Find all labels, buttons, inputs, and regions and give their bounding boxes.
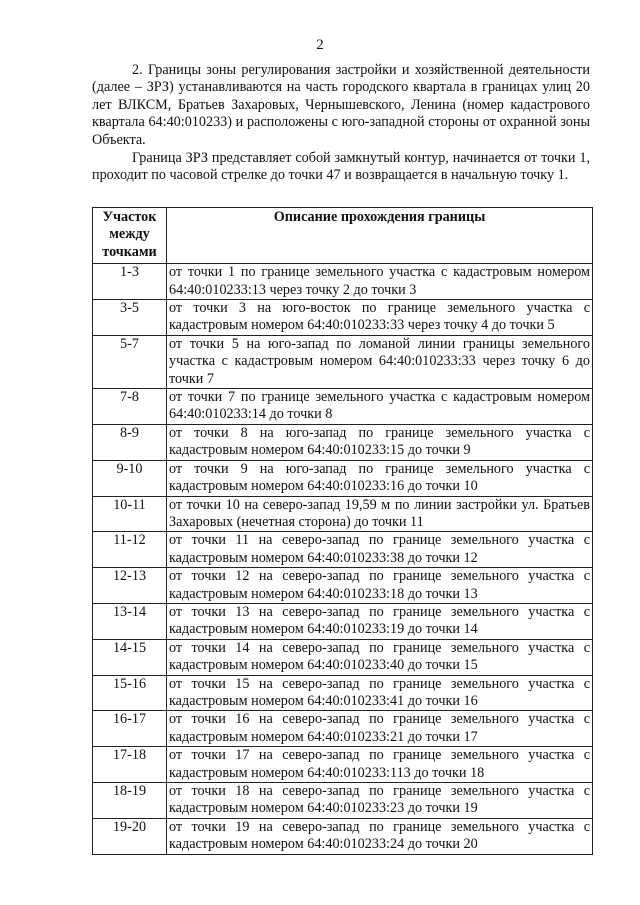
table-row [93, 264, 593, 300]
table-body [93, 264, 593, 854]
description-cell: от точки 11 на северо-запад по границе земельного участка с кадастровым номером 64:40:010233:38 до точки 12 [167, 532, 593, 568]
boundary-table [92, 207, 593, 855]
table-row [93, 675, 593, 711]
segment-cell: 12-13 [93, 568, 167, 604]
table-row [93, 532, 593, 568]
segment-cell: 1-3 [93, 264, 167, 300]
table-row [93, 818, 593, 854]
table-row [93, 460, 593, 496]
description-cell: от точки 5 на юго-запад по ломаной линии границы земельного участка с кадастровым номером 64:40:010233:33 через точку 6 до точки 7 [167, 335, 593, 388]
description-cell: от точки 7 по границе земельного участка с кадастровым номером 64:40:010233:14 до точки 8 [167, 389, 593, 425]
segment-cell: 9-10 [93, 460, 167, 496]
segment-cell: 15-16 [93, 675, 167, 711]
segment-cell: 8-9 [93, 424, 167, 460]
segment-cell: 17-18 [93, 747, 167, 783]
description-cell: от точки 13 на северо-запад по границе земельного участка с кадастровым номером 64:40:010233:19 до точки 14 [167, 603, 593, 639]
table-row [93, 389, 593, 425]
segment-cell: 14-15 [93, 639, 167, 675]
page-number: 2 [316, 37, 324, 53]
paragraph-zrz-contour: Граница ЗРЗ представляет собой замкнутый контур, начинается от точки 1, проходит по часовой стрелке до точки 47 и возвращается в начальную точку 1. [92, 150, 590, 184]
segment-cell: 10-11 [93, 496, 167, 532]
table-row [93, 300, 593, 336]
description-cell: от точки 18 на северо-запад по границе земельного участка с кадастровым номером 64:40:010233:23 до точки 19 [167, 783, 593, 819]
description-cell: от точки 14 на северо-запад по границе земельного участка с кадастровым номером 64:40:010233:40 до точки 15 [167, 639, 593, 675]
segment-cell: 13-14 [93, 603, 167, 639]
description-cell: от точки 10 на северо-запад 19,59 м по линии застройки ул. Братьев Захаровых (нечетная сторона) до точки 11 [167, 496, 593, 532]
segment-cell: 11-12 [93, 532, 167, 568]
description-cell: от точки 8 на юго-запад по границе земельного участка с кадастровым номером 64:40:010233:15 до точки 9 [167, 424, 593, 460]
description-cell: от точки 12 на северо-запад по границе земельного участка с кадастровым номером 64:40:010233:18 до точки 13 [167, 568, 593, 604]
table-row [93, 711, 593, 747]
header-description: Описание прохождения границы [167, 208, 593, 264]
description-cell: от точки 16 на северо-запад по границе земельного участка с кадастровым номером 64:40:010233:21 до точки 17 [167, 711, 593, 747]
description-cell: от точки 19 на северо-запад по границе земельного участка с кадастровым номером 64:40:010233:24 до точки 20 [167, 818, 593, 854]
description-cell: от точки 17 на северо-запад по границе земельного участка с кадастровым номером 64:40:010233:113 до точки 18 [167, 747, 593, 783]
description-cell: от точки 9 на юго-запад по границе земельного участка с кадастровым номером 64:40:010233:16 до точки 10 [167, 460, 593, 496]
table-row [93, 639, 593, 675]
table-header-row [93, 208, 593, 264]
paragraph-zrz-boundaries: 2. Границы зоны регулирования застройки и хозяйственной деятельности (далее – ЗРЗ) устанавливаются на часть городского квартала в границах улиц 20 лет ВЛКСМ, Братьев Захаровых, Чернышевского, Ленина (номер кадастрового квартала 64:40:010233) и расположены с юго-западной стороны от охранной зоны Объекта. [92, 62, 590, 148]
segment-cell: 7-8 [93, 389, 167, 425]
table-row [93, 424, 593, 460]
table-row [93, 747, 593, 783]
table-row [93, 335, 593, 388]
segment-cell: 3-5 [93, 300, 167, 336]
description-cell: от точки 15 на северо-запад по границе земельного участка с кадастровым номером 64:40:010233:41 до точки 16 [167, 675, 593, 711]
segment-cell: 18-19 [93, 783, 167, 819]
segment-cell: 16-17 [93, 711, 167, 747]
header-segment: Участок между точками [93, 208, 167, 264]
table-row [93, 496, 593, 532]
description-cell: от точки 1 по границе земельного участка с кадастровым номером 64:40:010233:13 через точку 2 до точки 3 [167, 264, 593, 300]
segment-cell: 5-7 [93, 335, 167, 388]
segment-cell: 19-20 [93, 818, 167, 854]
table-row [93, 783, 593, 819]
description-cell: от точки 3 на юго-восток по границе земельного участка с кадастровым номером 64:40:010233:33 через точку 4 до точки 5 [167, 300, 593, 336]
table-row [93, 603, 593, 639]
table-row [93, 568, 593, 604]
